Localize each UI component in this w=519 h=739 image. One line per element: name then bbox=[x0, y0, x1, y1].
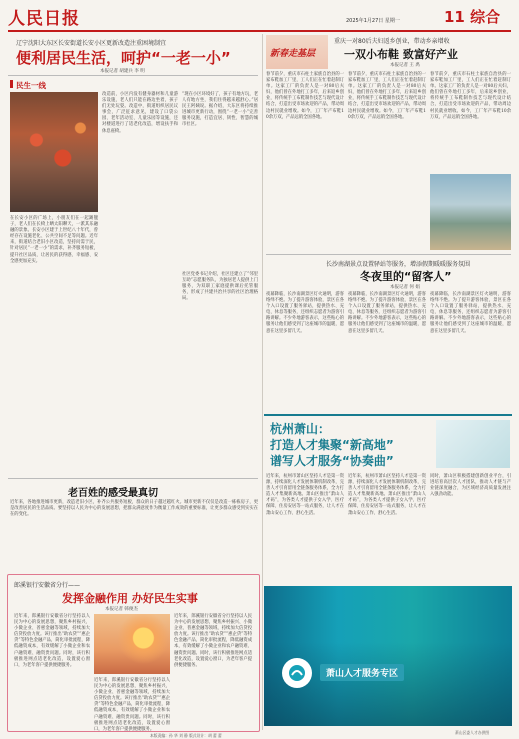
finance-headline: 发挥金融作用 办好民生实事 bbox=[62, 592, 198, 605]
page-footer: 本版责编：孙 华 刘 静 版式设计：胡 蕾 蕾 bbox=[150, 733, 222, 738]
spring-byline: 本报记者 王 禹 bbox=[390, 63, 420, 68]
feature-rule bbox=[8, 478, 258, 479]
hangzhou-top-rule bbox=[264, 414, 512, 416]
page-number: 11 综合 bbox=[444, 8, 501, 26]
lead-headline: 便利居民生活，呵护“一老一小” bbox=[16, 49, 231, 67]
lead-photo bbox=[10, 92, 98, 212]
winter-column-3: 夜幕降临，长沙南湖景区灯火通明，游客络绎不绝。为了提升游客体验，景区在各个入口设置了服务驿站，提供热水、充电、休息等服务，还组织志愿者为游客引路讲解。不少外地游客表示，这些贴心的服务让他们感受到了这座城市的温暖，愿意在这里多留几天。 bbox=[430, 292, 511, 334]
issue-date: 2025年1月27日 星期一 bbox=[346, 18, 400, 24]
finance-column-3: 近年来，郎溪银行安徽省分行坚持以人民为中心的发展思想，聚焦乡村振兴、小微企业、普惠金融等领域，持续加大信贷投放力度。该行推出“助农贷”“惠企贷”等特色金融产品，简化审批流程，降低融资成本，有效缓解了小微企业和农户融资难、融资贵问题。同时，该行积极推进网点适老化改造，设置爱心窗口，为老年客户提供便捷服务。 bbox=[174, 614, 252, 668]
hangzhou-title-1: 杭州萧山： bbox=[270, 422, 331, 436]
lead-column-2: 改造前，小区内没有健身器材和儿童游乐设施，老人们只能在路边坐着，孩子们无处玩耍。改造中，街道组织居民议事会，广泛征求意见，建设了口袋公园、老年活动室、儿童乐园等设施，还对楼道进行了适老化改造，增设扶手和休息座椅。 bbox=[102, 92, 178, 134]
hangzhou-column-1: 近年来，杭州市萧山区坚持人才是第一资源，持续深化人才发展体制机制改革，完善人才引育留用全链条服务体系，全力打造人才集聚新高地。萧山区推出“萧山人才码”，为各类人才提供子女入学、医疗保障、住房安居等一站式服务，让人才在萧山安心工作、舒心生活。 bbox=[266, 474, 344, 516]
spring-column-2: 春节前夕，重庆市石柱土家族自治县的一家布鞋加工厂里，工人们正在忙着赶制订单。这家工厂的负责人是一对80后夫妇，他们曾在外地打工多年，后来返乡创业，将传统手工布鞋制作技艺与现代设计结合，打造出受市场欢迎的产品，带动周边村民就业增收。如今，工厂年产布鞋10余万双，产品远销全国各地。 bbox=[348, 72, 426, 120]
hangzhou-column-2: 近年来，杭州市萧山区坚持人才是第一资源，持续深化人才发展体制机制改革，完善人才引育留用全链条服务体系，全力打造人才集聚新高地。萧山区推出“萧山人才码”，为各类人才提供子女入学、医疗保障、住房安居等一站式服务，让人才在萧山安心工作、舒心生活。 bbox=[348, 474, 426, 516]
section-title: 民生一线 bbox=[16, 81, 46, 90]
spring-column-1: 春节前夕，重庆市石柱土家族自治县的一家布鞋加工厂里，工人们正在忙着赶制订单。这家工厂的负责人是一对80后夫妇，他们曾在外地打工多年，后来返乡创业，将传统手工布鞋制作技艺与现代设计结合，打造出受市场欢迎的产品，带动周边村民就业增收。如今，工厂年产布鞋10余万双，产品远销全国各地。 bbox=[266, 72, 344, 120]
feature-title: 老百姓的感受最真切 bbox=[68, 488, 158, 499]
lead-byline: 本报记者 胡建兵 李 明 bbox=[100, 69, 145, 74]
lead-kicker: 辽宁沈阳大东区长安街道长安小区更新改造注重困境制宜 bbox=[16, 40, 167, 47]
hangzhou-photo bbox=[264, 586, 512, 726]
hangzhou-credit: 萧山区委人才办供图 bbox=[455, 730, 490, 735]
finance-kicker: 郎溪银行安徽省分行—— bbox=[14, 582, 81, 589]
spring-banner: 新春走基层 bbox=[270, 49, 316, 59]
newspaper-logo: 人民日报 bbox=[8, 9, 80, 29]
spring-column-3: 春节前夕，重庆市石柱土家族自治县的一家布鞋加工厂里，工人们正在忙着赶制订单。这家工厂的负责人是一对80后夫妇，他们曾在外地打工多年，后来返乡创业，将传统手工布鞋制作技艺与现代设计结合，打造出受市场欢迎的产品，带动周边村民就业增收。如今，工厂年产布鞋10余万双，产品远销全国各地。 bbox=[430, 72, 511, 120]
hangzhou-graphic bbox=[436, 420, 510, 468]
xiaoshan-logo-icon bbox=[282, 658, 312, 688]
finance-column-1: 近年来，郎溪银行安徽省分行坚持以人民为中心的发展思想，聚焦乡村振兴、小微企业、普惠金融等领域，持续加大信贷投放力度。该行推出“助农贷”“惠企贷”等特色金融产品，简化审批流程，降低融资成本，有效缓解了小微企业和农户融资难、融资贵问题。同时，该行积极推进网点适老化改造，设置爱心窗口，为老年客户提供便捷服务。 bbox=[14, 614, 90, 668]
masthead bbox=[8, 4, 512, 28]
winter-headline: 冬夜里的“留客人” bbox=[360, 270, 452, 283]
lead-column-3: “现在小区环境好了，孩子有地方玩，老人有地方坐，我们住得越来越舒心。”居民王阿姨说。据介绍，大东区将持续推进城市更新行动，围绕“一老一小”完善服务设施，打造宜居、韧性、智慧的城市社区。 bbox=[182, 92, 258, 128]
section-marker bbox=[10, 80, 13, 88]
hangzhou-column-3: 同时，萧山区积极搭建创新创业平台，引进培育高层次人才团队，推动人才链与产业链深度融合，为区域经济高质量发展注入强劲动能。 bbox=[430, 474, 511, 498]
finance-photo bbox=[94, 614, 170, 674]
hangzhou-photo-sign: 萧山人才服务专区 bbox=[320, 664, 404, 681]
winter-column-1: 夜幕降临，长沙南湖景区灯火通明，游客络绎不绝。为了提升游客体验，景区在各个入口设置了服务驿站，提供热水、充电、休息等服务，还组织志愿者为游客引路讲解。不少外地游客表示，这些贴心的服务让他们感受到了这座城市的温暖，愿意在这里多留几天。 bbox=[266, 292, 344, 334]
winter-byline: 本报记者 何 娟 bbox=[390, 285, 420, 290]
finance-column-2: 近年来，郎溪银行安徽省分行坚持以人民为中心的发展思想，聚焦乡村振兴、小微企业、普惠金融等领域，持续加大信贷投放力度。该行推出“助农贷”“惠企贷”等特色金融产品，简化审批流程，降低融资成本，有效缓解了小微企业和农户融资难、融资贵问题。同时，该行积极推进网点适老化改造，设置爱心窗口，为老年客户提供便捷服务。 bbox=[94, 678, 170, 732]
lead-column-1: 在长安小区的广场上，小朋友们在一起踢毽子，老人们在长椅上晒太阳聊天，一派其乐融融的景象。长安小区建于上世纪八十年代，曾经存在设施老化、公共空间不足等问题。近年来，街道结合老旧小区改造，坚持问需于民，针对居民“一老一小”的需求，补齐服务短板，提升社区品质，让居民的获得感、幸福感、安全感更加充实。 bbox=[10, 216, 98, 264]
column-divider bbox=[262, 34, 263, 730]
lead-column-4: 社区党委书记介绍，社区还建立了“邻里互助”志愿服务队，为独居老人提供上门服务，为双职工家庭提供课后托管服务，形成了共建共治共享的社区治理格局。 bbox=[182, 272, 258, 302]
feature-body: 近年来，各地推进城市更新，改造老旧小区，补齐公共服务短板，群众的日子越过越红火。城市更新不仅仅是改造一栋栋房子，更是改善居民的生活品质。要坚持以人民为中心的发展思想，把群众满意度作为衡量工作成效的重要标准，让更多群众感受到实实在在的变化。 bbox=[10, 500, 258, 518]
spring-headline: 一双小布鞋 致富好产业 bbox=[344, 48, 458, 61]
winter-rule bbox=[266, 254, 511, 255]
lead-rule bbox=[8, 75, 258, 76]
hangzhou-title-3: 谱写人才服务“协奏曲” bbox=[270, 454, 394, 468]
winter-column-2: 夜幕降临，长沙南湖景区灯火通明，游客络绎不绝。为了提升游客体验，景区在各个入口设置了服务驿站，提供热水、充电、休息等服务，还组织志愿者为游客引路讲解。不少外地游客表示，这些贴心的服务让他们感受到了这座城市的温暖，愿意在这里多留几天。 bbox=[348, 292, 426, 334]
hangzhou-title-2: 打造人才集聚“新高地” bbox=[270, 438, 394, 452]
winter-kicker: 长沙南湖景点设置驿站等服务，增添假期暖暖服务氛围 bbox=[326, 261, 471, 268]
spring-kicker: 重庆一对80后夫妇返乡创业，带动乡亲增收 bbox=[334, 38, 450, 45]
masthead-rule bbox=[8, 30, 511, 32]
finance-byline: 本报记者 韩俊杰 bbox=[105, 607, 138, 612]
spring-photo bbox=[430, 174, 511, 250]
